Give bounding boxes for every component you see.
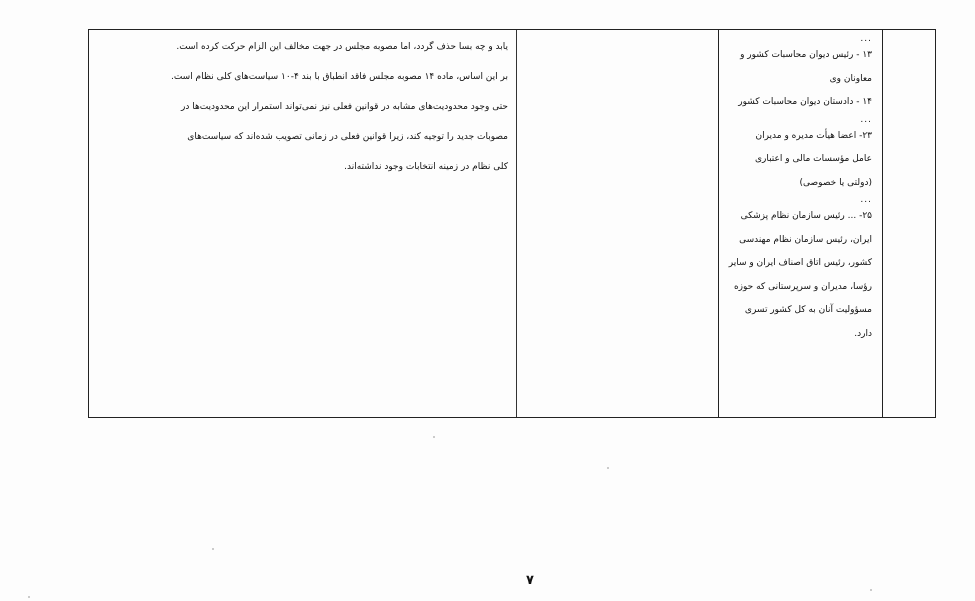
list-item: معاونان وی	[829, 73, 872, 84]
list-item: ۱۳ - رئیس دیوان محاسبات کشور و	[740, 50, 872, 60]
list-item: کشور، رئیس اتاق اصناف ایران و سایر	[728, 258, 872, 268]
paragraph-line: یابد و چه بسا حذف گردد، اما مصوبه مجلس در جهت مخالف این الزام حرکت کرده است.	[176, 42, 508, 52]
list-item: عامل مؤسسات مالی و اعتباری	[754, 154, 872, 164]
ellipsis-line: ...	[860, 34, 872, 44]
list-item: ۲۳- اعضا هیأت مدیره و مدیران	[755, 130, 872, 141]
analysis-paragraph	[99, 32, 508, 182]
list-item: دارد.	[854, 328, 872, 339]
document-table	[88, 29, 936, 418]
list-item: مسؤولیت آنان به کل کشور تسری	[744, 305, 872, 315]
list-item: ۱۴ - دادستان دیوان محاسبات کشور	[738, 97, 872, 107]
table-column-law-items	[718, 30, 882, 417]
table-column-analysis	[89, 30, 516, 417]
table-column-empty	[516, 30, 718, 417]
list-item: (دولتی یا خصوصی)	[799, 177, 872, 188]
scan-speck	[870, 589, 872, 591]
table-column-row-number	[882, 30, 935, 417]
ellipsis-line: ...	[860, 195, 872, 205]
law-items-list	[723, 34, 872, 346]
list-item: ایران، رئیس سازمان نظام مهندسی	[739, 234, 872, 245]
ellipsis-line: ...	[860, 114, 872, 125]
paragraph-line: مصوبات جدید را توجیه کند، زیرا قوانین فعلی در زمانی تصویب شده‌اند که سیاست‌های	[187, 132, 508, 142]
scan-speck	[433, 436, 435, 438]
scan-speck	[28, 596, 30, 598]
scan-speck	[607, 467, 609, 469]
paragraph-line: حتی وجود محدودیت‌های مشابه در قوانین فعلی نیز نمی‌تواند استمرار این محدودیت‌ها در	[181, 102, 508, 112]
list-item: ۲۵- ... رئیس سازمان نظام پزشکی	[740, 211, 872, 221]
list-item: رؤسا، مدیران و سرپرستانی که حوزه	[733, 281, 872, 292]
scan-speck	[212, 548, 214, 550]
page-number: ۷	[526, 573, 534, 588]
paragraph-line: بر این اساس، ماده ۱۴ مصوبه مجلس فاقد انطباق با بند ۴-۱۰ سیاست‌های کلی نظام است.	[170, 72, 508, 82]
paragraph-line: کلی نظام در زمینه انتخابات وجود نداشته‌اند.	[344, 162, 508, 172]
